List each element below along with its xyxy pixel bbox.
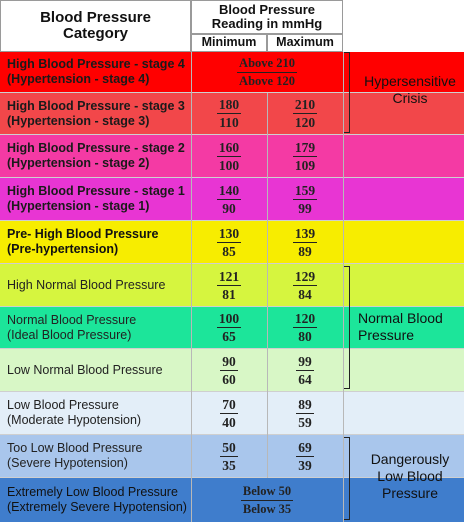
maximum-reading — [267, 349, 343, 391]
systolic-value: 50 — [222, 439, 236, 455]
systolic-value: 69 — [298, 439, 312, 455]
systolic-value: 70 — [222, 396, 236, 412]
diastolic-value: 80 — [298, 329, 312, 344]
category-label: Extremely Low Blood Pressure — [7, 485, 178, 499]
category-cell — [0, 349, 191, 391]
maximum-reading — [267, 178, 343, 220]
category-sublabel: (Hypertension - stage 3) — [7, 113, 150, 128]
reading-systolic: Below 50 — [241, 484, 293, 501]
systolic-value: 120 — [294, 311, 316, 326]
group-label-line: Low Blood — [377, 468, 443, 484]
group-label-line: Dangerously — [370, 451, 450, 467]
minimum-reading — [191, 264, 267, 306]
diastolic-value: 39 — [298, 457, 312, 473]
systolic-value: 159 — [294, 182, 316, 198]
category-cell — [0, 135, 191, 177]
maximum-reading — [267, 307, 343, 348]
diastolic-value: 99 — [298, 200, 312, 216]
group-bracket-normal — [344, 266, 350, 389]
diastolic-value: 35 — [222, 457, 236, 473]
group-label-normal — [358, 310, 470, 344]
reading-systolic: Above 210 — [237, 56, 297, 73]
category-sublabel: (Hypertension - stage 1) — [7, 199, 150, 213]
systolic-value: 139 — [294, 225, 316, 241]
header-reading-line1: Blood Pressure — [218, 1, 316, 17]
minimum-reading — [191, 221, 267, 263]
category-label: Normal Blood Pressure — [7, 312, 137, 327]
systolic-value: 99 — [298, 353, 312, 369]
category-label: Pre- High Blood Pressure — [7, 227, 159, 241]
diastolic-value: 100 — [218, 157, 240, 173]
group-label-line: Crisis — [392, 90, 428, 106]
table-row — [0, 221, 464, 264]
header-reading-line2: Reading in mmHg — [211, 16, 323, 31]
table-row — [0, 135, 464, 178]
minimum-reading — [191, 307, 267, 348]
systolic-value: 140 — [218, 182, 240, 198]
category-cell — [0, 93, 191, 134]
group-label-line: Hypersensitive — [364, 73, 456, 89]
maximum-reading — [267, 435, 343, 477]
minimum-reading — [191, 93, 267, 134]
systolic-value: 89 — [298, 396, 312, 412]
diastolic-value: 120 — [294, 115, 316, 130]
category-sublabel: (Pre-hypertension) — [7, 242, 119, 256]
maximum-reading — [267, 264, 343, 306]
category-label: High Blood Pressure - stage 4 — [7, 57, 185, 71]
category-cell — [0, 478, 191, 522]
diastolic-value: 60 — [222, 371, 236, 387]
category-label: High Normal Blood Pressure — [7, 277, 166, 292]
systolic-value: 121 — [218, 268, 240, 284]
diastolic-value: 109 — [294, 157, 316, 173]
category-cell — [0, 435, 191, 477]
category-cell — [0, 221, 191, 263]
diastolic-value: 110 — [219, 115, 239, 130]
category-sublabel: (Hypertension - stage 2) — [7, 156, 150, 170]
maximum-reading — [267, 135, 343, 177]
category-sublabel: (Severe Hypotension) — [7, 456, 128, 470]
systolic-value: 160 — [218, 139, 240, 155]
category-cell — [0, 392, 191, 434]
column-divider — [267, 93, 268, 478]
minimum-reading — [191, 135, 267, 177]
table-row — [0, 392, 464, 435]
category-label: Low Normal Blood Pressure — [7, 362, 163, 377]
group-label-low — [354, 451, 466, 502]
header-category-line2: Category — [62, 25, 129, 42]
category-label: High Blood Pressure - stage 2 — [7, 141, 185, 155]
minimum-reading — [191, 178, 267, 220]
header-minimum — [191, 34, 267, 52]
diastolic-value: 90 — [222, 200, 236, 216]
group-label-line: Pressure — [381, 485, 439, 501]
minimum-reading — [191, 392, 267, 434]
systolic-value: 90 — [222, 353, 236, 369]
systolic-value: 180 — [218, 97, 240, 112]
diastolic-value: 59 — [298, 414, 312, 430]
merged-reading — [191, 52, 343, 92]
diastolic-value: 81 — [222, 286, 236, 302]
diastolic-value: 40 — [222, 414, 236, 430]
category-label: High Blood Pressure - stage 3 — [7, 98, 185, 113]
systolic-value: 129 — [294, 268, 316, 284]
reading-diastolic: Above 120 — [239, 73, 295, 88]
minimum-reading — [191, 349, 267, 391]
category-cell — [0, 264, 191, 306]
category-label: Low Blood Pressure — [7, 398, 119, 412]
group-label-crisis — [354, 73, 466, 107]
category-sublabel: (Moderate Hypotension) — [7, 413, 142, 427]
diastolic-value: 84 — [298, 286, 312, 302]
header-minimum-label: Minimum — [201, 35, 257, 50]
systolic-value: 100 — [218, 311, 240, 326]
systolic-value: 130 — [218, 225, 240, 241]
minimum-reading — [191, 435, 267, 477]
diastolic-value: 89 — [298, 243, 312, 259]
table-row — [0, 178, 464, 221]
category-label: Too Low Blood Pressure — [7, 441, 143, 455]
header-maximum-label: Maximum — [276, 35, 334, 50]
merged-reading — [191, 478, 343, 522]
diastolic-value: 65 — [222, 329, 236, 344]
group-label-line: Normal Blood — [358, 310, 443, 326]
diastolic-value: 85 — [222, 243, 236, 259]
category-sublabel: (Extremely Severe Hypotension) — [7, 500, 187, 514]
category-label: High Blood Pressure - stage 1 — [7, 184, 185, 198]
header-reading — [191, 0, 343, 34]
category-cell — [0, 52, 191, 92]
table-row — [0, 349, 464, 392]
group-bracket-crisis — [344, 52, 350, 133]
column-divider — [191, 52, 192, 522]
header-maximum — [267, 34, 343, 52]
reading-diastolic: Below 35 — [242, 501, 292, 516]
category-cell — [0, 307, 191, 348]
header-category — [0, 0, 191, 52]
category-sublabel: (Hypertension - stage 4) — [7, 72, 150, 86]
category-cell — [0, 178, 191, 220]
category-sublabel: (Ideal Blood Pressure) — [7, 327, 132, 342]
systolic-value: 210 — [294, 97, 316, 112]
maximum-reading — [267, 392, 343, 434]
maximum-reading — [267, 93, 343, 134]
maximum-reading — [267, 221, 343, 263]
table-row — [0, 264, 464, 307]
group-bracket-low — [344, 437, 350, 520]
header-category-line1: Blood Pressure — [40, 8, 151, 26]
systolic-value: 179 — [294, 139, 316, 155]
group-label-line: Pressure — [358, 327, 415, 343]
diastolic-value: 64 — [298, 371, 312, 387]
